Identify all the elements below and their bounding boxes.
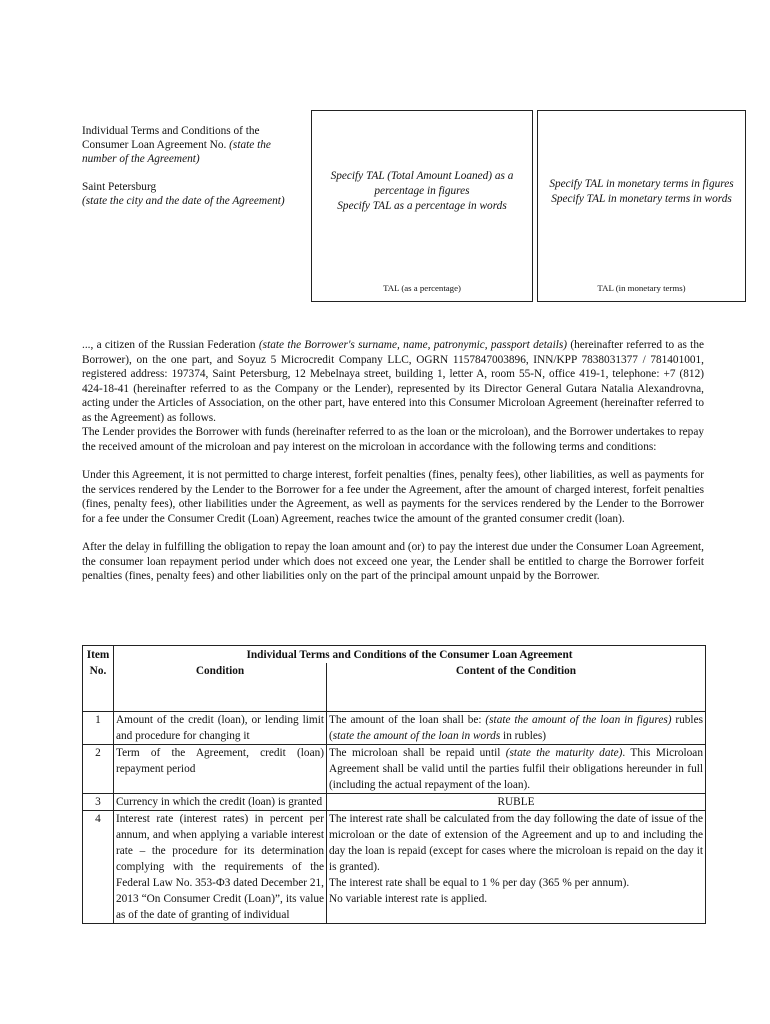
tal-monetary-box: [537, 110, 746, 302]
row-condition: Term of the Agreement, credit (loan) repayment period: [114, 745, 327, 794]
preamble-charge-limit: Under this Agreement, it is not permitted to charge interest, forfeit penalties (fines, penalty fees), other liabilities, as well as payments for the services rendered by the Lender to the Borrower for a fee under the Agreement, after the amount of charged interest, forfeit penalties (fines, penalty fees), other liabilities under the Agreement, as well as payments for the services rendered by the Lender to the Borrower for a fee under the Consumer Credit (Loan) Agreement, reaches twice the amount of the granted consumer credit (loan).: [82, 469, 704, 525]
terms-table: [82, 645, 706, 924]
row-number: 3: [83, 794, 114, 811]
tal-monetary-caption: TAL (in monetary terms): [597, 283, 686, 293]
tal-percentage-box: [311, 110, 533, 302]
terms-table-title: Individual Terms and Conditions of the Consumer Loan Agreement: [114, 646, 706, 664]
col-item-no: Item No.: [83, 646, 114, 712]
row-number: 4: [83, 811, 114, 924]
row-content: The microloan shall be repaid until (state the maturity date). This Microloan Agreement shall be valid until the parties fulfil their obligations hereunder in full (including the actual repayment of the loan).: [327, 745, 706, 794]
row-number: 2: [83, 745, 114, 794]
tal-monetary-spec: Specify TAL in monetary terms in figures Specify TAL in monetary terms in words: [549, 178, 734, 205]
table-row: [83, 745, 706, 794]
agreement-city-note: (state the city and the date of the Agreement): [82, 195, 285, 207]
table-row: [83, 794, 706, 811]
terms-table-header-row: [83, 663, 706, 712]
terms-table-title-row: [83, 646, 706, 664]
agreement-header: [82, 124, 308, 208]
col-content: Content of the Condition: [327, 663, 706, 712]
row-condition: Amount of the credit (loan), or lending limit and procedure for changing it: [114, 712, 327, 745]
agreement-title: Individual Terms and Conditions of the Consumer Loan Agreement No. (state the number of the Agreement): [82, 125, 271, 165]
preamble-delay-penalties: After the delay in fulfilling the obligation to repay the loan amount and (or) to pay the interest due under the Consumer Loan Agreement, the consumer loan repayment period under which does not exceed one year, the Lender shall be entitled to charge the Borrower forfeit penalties (fines, penalty fees) and other liabilities only on the part of the principal amount unpaid by the Borrower.: [82, 541, 704, 582]
agreement-city: Saint Petersburg: [82, 181, 157, 193]
row-content: The amount of the loan shall be: (state the amount of the loan in figures) rubles (state the amount of the loan in words in rubles): [327, 712, 706, 745]
col-condition: Condition: [114, 663, 327, 712]
preamble-parties: ..., a citizen of the Russian Federation (state the Borrower's surname, name, patronymic, passport details) (hereinafter referred to as the Borrower), on the one part, and Soyuz 5 Microcredit Company LLC, OGRN 1157847003896, INN/KPP 7838031377 / 781401001, registered address: 197374, Saint Petersburg, 12 Mebelnaya street, building 1, letter A, room 55-N, office 419-1, telephone: +7 (812) 424-18-41 (hereinafter referred to as the Company or the Lender), represented by its Director General Gutara Natalia Alexandrovna, acting under the Articles of Association, on the other part, have entered into this Consumer Microloan Agreement (hereinafter referred to as the Agreement) as follows.: [82, 339, 704, 424]
table-row: [83, 811, 706, 924]
row-number: 1: [83, 712, 114, 745]
preamble-loan-terms: The Lender provides the Borrower with funds (hereinafter referred to as the loan or the microloan), and the Borrower undertakes to repay the received amount of the microloan and pay interest on the microloan in accordance with the following terms and conditions:: [82, 426, 704, 453]
agreement-preamble: [82, 338, 704, 584]
row-condition: Currency in which the credit (loan) is granted: [114, 794, 327, 811]
row-condition: Interest rate (interest rates) in percent per annum, and when applying a variable interest rate – the procedure for its determination complying with the requirements of the Federal Law No. 353-ФЗ dated December 21, 2013 “On Consumer Credit (Loan)”, its value as of the date of granting of individual: [114, 811, 327, 924]
tal-percentage-spec: Specify TAL (Total Amount Loaned) as a percentage in figures Specify TAL as a percentage in words: [330, 170, 514, 212]
tal-percentage-caption: TAL (as a percentage): [383, 283, 461, 293]
table-row: [83, 712, 706, 745]
row-content: The interest rate shall be calculated from the day following the date of issue of the microloan or the date of extension of the Agreement and up to and including the day the loan is repaid (except for cases where the microloan is repaid on the day it is granted). The interest rate shall be equal to 1 % per day (365 % per annum). No variable interest rate is applied.: [327, 811, 706, 924]
row-content: RUBLE: [327, 794, 706, 811]
